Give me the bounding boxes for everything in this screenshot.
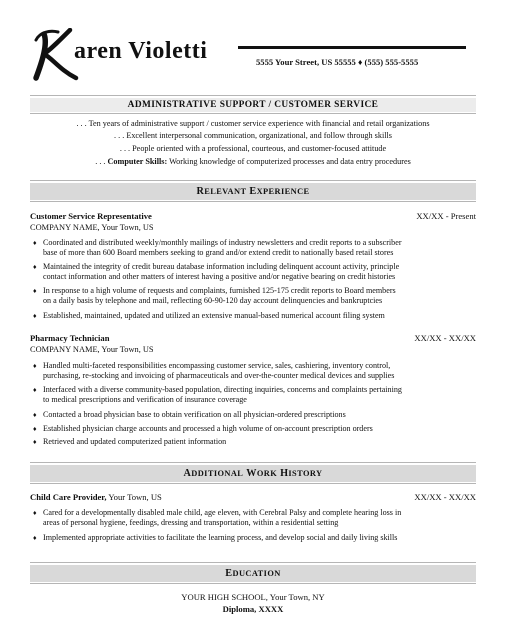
- skills-prefix: . . .: [95, 157, 108, 166]
- summary-line-3: . . . People oriented with a professional, courteous, and customer-focused attitude: [119, 144, 387, 153]
- job-title: Customer Service Representative: [30, 211, 152, 221]
- relevant-bottom-rule: [30, 201, 476, 202]
- heading-rest: ORK: [256, 469, 278, 478]
- job-date: XX/XX - Present: [416, 211, 476, 221]
- job-bullet: Established, maintained, updated and utilized an extensive manual-based numerical account filing system: [43, 311, 385, 320]
- job-bullet: Interfaced with a diverse community-based population, directing inquiries, concerns and complaints pertaining to medical prescriptions and verification of insurance coverage: [43, 385, 402, 405]
- heading-initial: W: [246, 468, 257, 479]
- job-date: XX/XX - XX/XX: [414, 333, 476, 343]
- candidate-name: aren Violetti: [74, 38, 208, 64]
- heading-initial: E: [225, 568, 233, 579]
- bullet-diamond-icon: ♦: [33, 239, 37, 247]
- bullet-diamond-icon: ♦: [33, 534, 37, 542]
- summary-line-2: . . . Excellent interpersonal communication, organizational, and follow through skills: [114, 131, 392, 140]
- bullet-diamond-icon: ♦: [33, 425, 37, 433]
- bullet-diamond-icon: ♦: [33, 263, 37, 271]
- heading-initial: A: [183, 468, 192, 479]
- job-bullet: In response to a high volume of requests and complaints, furnished 125-175 credit reports to Board members on a daily basis by telephone and mail, reflecting 60-90-120 day account delinquencies and bankruptcies: [43, 286, 396, 306]
- contact-info: 5555 Your Street, US 55555 ♦ (555) 555-5555: [256, 57, 419, 67]
- summary-top-rule: [30, 95, 476, 96]
- bullet-diamond-icon: ♦: [33, 438, 37, 446]
- bullet-diamond-icon: ♦: [33, 386, 37, 394]
- additional-top-rule: [30, 462, 476, 463]
- heading-initial: R: [196, 186, 205, 197]
- job-bullet: Contacted a broad physician base to obtain verification on all physician-ordered prescriptions: [43, 410, 346, 419]
- heading-rest: DUCATION: [232, 569, 281, 578]
- skills-label: Computer Skills:: [107, 157, 168, 166]
- education-heading: [30, 565, 476, 582]
- heading-initial: H: [280, 468, 289, 479]
- job-bullet: Cared for a developmentally disabled male child, age eleven, with Cerebral Palsy and complete hearing loss in areas of personal hygiene, feedings, dressing and transportation, within a residential setting: [43, 508, 402, 528]
- bullet-diamond-icon: ♦: [33, 509, 37, 517]
- job-location: Your Town, US: [106, 492, 162, 502]
- education-school: YOUR HIGH SCHOOL, Your Town, NY: [181, 592, 325, 602]
- job-bullet: Established physician charge accounts and processed a high volume of on-account prescription orders: [43, 424, 373, 433]
- header-rule: [238, 46, 466, 49]
- heading-initial: E: [249, 186, 257, 197]
- job-bullet: Implemented appropriate activities to facilitate the learning process, and develop social and daily living skills: [43, 533, 398, 542]
- job-company: COMPANY NAME, Your Town, US: [30, 223, 154, 232]
- bullet-diamond-icon: ♦: [33, 362, 37, 370]
- heading-rest: ISTORY: [288, 469, 323, 478]
- additional-bottom-rule: [30, 483, 476, 484]
- bullet-diamond-icon: ♦: [33, 287, 37, 295]
- job-bullet: Retrieved and updated computerized patient information: [43, 437, 227, 446]
- relevant-top-rule: [30, 180, 476, 181]
- summary-bottom-rule: [30, 113, 476, 114]
- job-title: Pharmacy Technician: [30, 333, 110, 343]
- bullet-diamond-icon: ♦: [33, 312, 37, 320]
- additional-job-heading: [30, 492, 476, 503]
- job-bullet: Handled multi-faceted responsibilities encompassing customer service, sales, cashiering, inventory control, purchasing, re-stocking and invoicing of pharmaceuticals and over-the-counter medical devices and supplies: [43, 361, 395, 381]
- education-diploma: Diploma, XXXX: [222, 604, 284, 614]
- summary-line-1: . . . Ten years of administrative support / customer service experience with financial and retail organizations: [76, 119, 430, 128]
- job-bullet: Maintained the integrity of credit bureau database information including delinquent account activity, principle contact information and other matters of interest having a positive and/or negative bearing on credit histories: [43, 262, 400, 282]
- education-bottom-rule: [30, 583, 476, 584]
- summary-heading: ADMINISTRATIVE SUPPORT / CUSTOMER SERVICE: [30, 98, 476, 112]
- job-bullet: Coordinated and distributed weekly/monthly mailings of industry newsletters and credit reports to a subscriber base of more than 600 Board members seeking to grand and/or extend credit to nationally based retail stores: [43, 238, 402, 258]
- heading-rest: ELEVANT: [204, 187, 247, 196]
- skills-text: Working knowledge of computerized processes and data entry procedures: [167, 157, 411, 166]
- bullet-diamond-icon: ♦: [33, 411, 37, 419]
- heading-rest: DDITIONAL: [191, 469, 244, 478]
- heading-rest: XPERIENCE: [256, 187, 310, 196]
- summary-computer-skills: [30, 156, 476, 167]
- job-company: COMPANY NAME, Your Town, US: [30, 345, 154, 354]
- education-top-rule: [30, 562, 476, 563]
- additional-work-history-heading: [30, 465, 476, 482]
- relevant-experience-heading: [30, 183, 476, 200]
- job-title: Child Care Provider,: [30, 492, 107, 502]
- job-date: XX/XX - XX/XX: [414, 492, 476, 502]
